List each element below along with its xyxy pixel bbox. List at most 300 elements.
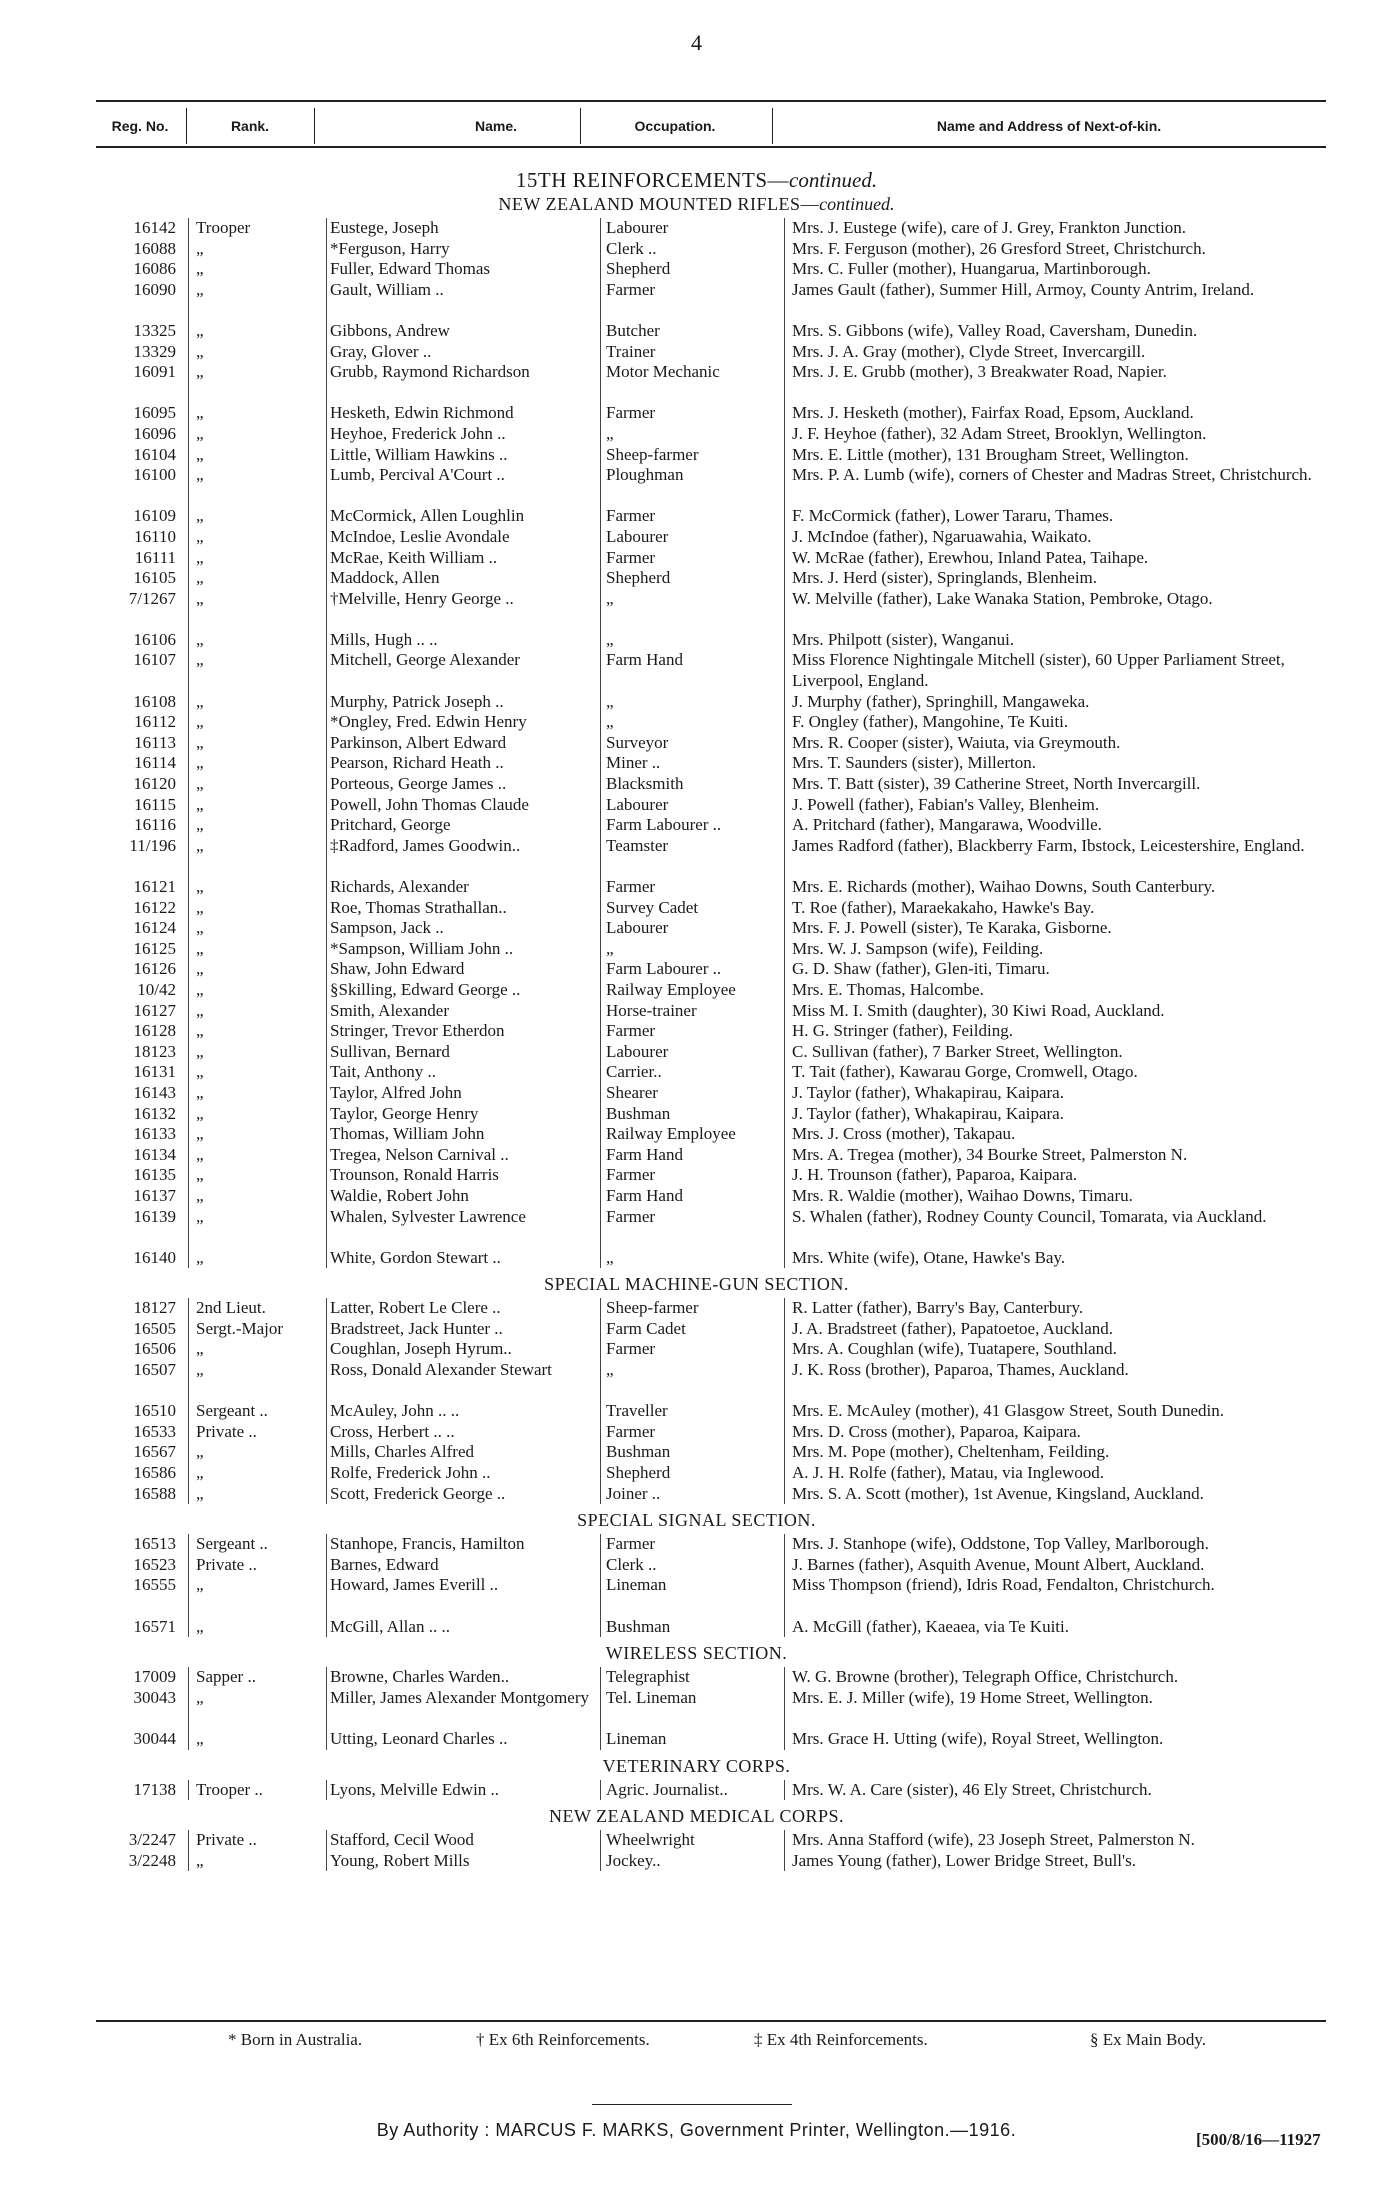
occupation: Farmer bbox=[606, 506, 656, 526]
column-divider bbox=[326, 795, 327, 816]
column-divider bbox=[784, 1442, 785, 1463]
section-title-text: VETERINARY CORPS. bbox=[602, 1755, 791, 1776]
roll-entry bbox=[0, 1851, 1393, 1872]
roll-entry bbox=[0, 918, 1393, 939]
column-divider bbox=[188, 1442, 189, 1463]
reg-number: 16588 bbox=[133, 1483, 176, 1503]
roll-entry bbox=[0, 1617, 1393, 1638]
footnote-rule bbox=[96, 2020, 1326, 2022]
soldier-name: Taylor, George Henry bbox=[330, 1103, 479, 1123]
occupation: Ploughman bbox=[606, 465, 684, 485]
roll-entry bbox=[0, 836, 1393, 877]
next-of-kin: Mrs. Grace H. Utting (wife), Royal Street, Wellington. bbox=[792, 1728, 1164, 1748]
column-divider bbox=[188, 1145, 189, 1166]
column-divider bbox=[326, 1248, 327, 1269]
roll-entry bbox=[0, 774, 1393, 795]
column-divider bbox=[784, 1617, 785, 1638]
occupation: Survey Cadet bbox=[606, 897, 699, 917]
column-divider bbox=[326, 1001, 327, 1022]
roll-entry bbox=[0, 1442, 1393, 1463]
column-divider bbox=[188, 342, 189, 363]
column-divider bbox=[326, 1339, 327, 1360]
soldier-name: Browne, Charles Warden.. bbox=[330, 1667, 510, 1687]
soldier-name: Gray, Glover .. bbox=[330, 341, 432, 361]
next-of-kin: R. Latter (father), Barry's Bay, Canterbury. bbox=[792, 1298, 1084, 1318]
rank: „ bbox=[196, 279, 204, 299]
column-divider bbox=[188, 650, 189, 691]
authority-line: By Authority : MARCUS F. MARKS, Government Printer, Wellington.—1916. bbox=[376, 2120, 1017, 2140]
column-divider bbox=[326, 1124, 327, 1145]
column-divider bbox=[326, 774, 327, 795]
rank: 2nd Lieut. bbox=[196, 1298, 266, 1318]
next-of-kin: Mrs. J. A. Gray (mother), Clyde Street, Invercargill. bbox=[792, 341, 1146, 361]
column-header-next-of-kin: Name and Address of Next-of-kin. bbox=[936, 118, 1162, 134]
column-divider bbox=[784, 1298, 785, 1319]
column-divider bbox=[326, 445, 327, 466]
rank: „ bbox=[196, 1339, 204, 1359]
column-divider bbox=[600, 1083, 601, 1104]
column-divider bbox=[784, 1688, 785, 1729]
column-divider bbox=[326, 1186, 327, 1207]
rank: „ bbox=[196, 526, 204, 546]
occupation: Trainer bbox=[606, 341, 656, 361]
next-of-kin: Mrs. J. Herd (sister), Springlands, Blenheim. bbox=[792, 568, 1098, 588]
roll-entry bbox=[0, 712, 1393, 733]
column-divider bbox=[188, 1248, 189, 1269]
column-divider bbox=[188, 1484, 189, 1505]
column-divider bbox=[600, 1145, 601, 1166]
reg-number: 16110 bbox=[134, 526, 176, 546]
roll-entry bbox=[0, 1688, 1393, 1729]
next-of-kin: J. McIndoe (father), Ngaruawahia, Waikato. bbox=[792, 526, 1092, 546]
column-divider bbox=[326, 1729, 327, 1750]
column-divider bbox=[188, 753, 189, 774]
column-divider bbox=[326, 1688, 327, 1729]
occupation: „ bbox=[606, 938, 614, 958]
column-divider bbox=[326, 1484, 327, 1505]
column-divider bbox=[600, 218, 601, 239]
column-divider bbox=[600, 589, 601, 630]
reg-number: 16139 bbox=[133, 1206, 176, 1226]
next-of-kin: Mrs. E. J. Miller (wife), 19 Home Street, Wellington. bbox=[792, 1687, 1153, 1707]
reg-number: 16128 bbox=[133, 1021, 176, 1041]
soldier-name: Porteous, George James .. bbox=[330, 774, 507, 794]
reg-number: 16106 bbox=[133, 629, 176, 649]
roll-entry bbox=[0, 506, 1393, 527]
column-divider bbox=[600, 1667, 601, 1688]
soldier-name: McAuley, John .. .. bbox=[330, 1401, 460, 1421]
next-of-kin: Mrs. T. Saunders (sister), Millerton. bbox=[792, 753, 1036, 773]
column-divider bbox=[326, 1617, 327, 1638]
column-divider bbox=[600, 733, 601, 754]
rank: „ bbox=[196, 1000, 204, 1020]
column-divider bbox=[314, 108, 315, 144]
reg-number: 16142 bbox=[133, 218, 176, 237]
column-divider bbox=[784, 959, 785, 980]
reg-number: 16505 bbox=[133, 1318, 176, 1338]
reg-number: 16113 bbox=[134, 732, 176, 752]
column-divider bbox=[188, 1617, 189, 1638]
column-divider bbox=[188, 630, 189, 651]
reg-number: 17138 bbox=[133, 1779, 176, 1799]
roll-entry bbox=[0, 589, 1393, 630]
occupation: Farm Hand bbox=[606, 1144, 683, 1164]
page-number: 4 bbox=[691, 30, 702, 55]
rank: Trooper bbox=[196, 218, 251, 237]
column-divider bbox=[600, 1360, 601, 1401]
section-title-text: NEW ZEALAND MEDICAL CORPS. bbox=[549, 1806, 844, 1827]
column-header-rank: Rank. bbox=[230, 118, 270, 134]
column-header-name: Name. bbox=[474, 118, 518, 134]
column-divider bbox=[784, 836, 785, 877]
reg-number: 16112 bbox=[134, 712, 176, 732]
column-divider bbox=[188, 1534, 189, 1555]
rank: „ bbox=[196, 444, 204, 464]
column-divider bbox=[326, 1319, 327, 1340]
roll-entry bbox=[0, 815, 1393, 836]
column-divider bbox=[784, 1463, 785, 1484]
column-divider bbox=[188, 898, 189, 919]
column-divider bbox=[784, 1401, 785, 1422]
occupation: Farm Cadet bbox=[606, 1318, 686, 1338]
column-divider bbox=[600, 1104, 601, 1125]
column-divider bbox=[784, 548, 785, 569]
column-divider bbox=[326, 918, 327, 939]
next-of-kin: C. Sullivan (father), 7 Barker Street, Wellington. bbox=[792, 1041, 1123, 1061]
soldier-name: §Skilling, Edward George .. bbox=[330, 979, 521, 999]
column-divider bbox=[326, 939, 327, 960]
column-divider bbox=[188, 1360, 189, 1401]
column-divider bbox=[326, 218, 327, 239]
roll-entry bbox=[0, 1186, 1393, 1207]
column-divider bbox=[326, 321, 327, 342]
column-divider bbox=[326, 1104, 327, 1125]
column-divider bbox=[600, 1575, 601, 1616]
column-divider bbox=[326, 1422, 327, 1443]
reg-number: 16135 bbox=[133, 1165, 176, 1185]
rank: „ bbox=[196, 732, 204, 752]
roll-entry bbox=[0, 280, 1393, 321]
column-divider bbox=[784, 1339, 785, 1360]
rank: „ bbox=[196, 938, 204, 958]
next-of-kin: Miss Florence Nightingale Mitchell (sister), 60 Upper Parliament Street, Liverpool, England. bbox=[792, 650, 1285, 691]
rank: „ bbox=[196, 650, 204, 670]
rank: „ bbox=[196, 1062, 204, 1082]
column-divider bbox=[326, 1534, 327, 1555]
section-title-continued: continued. bbox=[789, 168, 878, 192]
rank: „ bbox=[196, 588, 204, 608]
roll-content bbox=[0, 168, 1393, 1871]
next-of-kin: T. Tait (father), Kawarau Gorge, Cromwell, Otago. bbox=[792, 1062, 1138, 1082]
column-divider bbox=[600, 1186, 601, 1207]
next-of-kin: W. Melville (father), Lake Wanaka Station, Pembroke, Otago. bbox=[792, 588, 1213, 608]
column-divider bbox=[784, 1186, 785, 1207]
column-divider bbox=[188, 1104, 189, 1125]
column-divider bbox=[600, 403, 601, 424]
soldier-name: Scott, Frederick George .. bbox=[330, 1483, 506, 1503]
rank: „ bbox=[196, 238, 204, 258]
column-divider bbox=[600, 774, 601, 795]
column-divider bbox=[188, 939, 189, 960]
next-of-kin: J. Murphy (father), Springhill, Mangaweka. bbox=[792, 691, 1090, 711]
next-of-kin: Mrs. E. Thomas, Halcombe. bbox=[792, 979, 984, 999]
rank: „ bbox=[196, 1165, 204, 1185]
reg-number: 16115 bbox=[134, 794, 176, 814]
rank: Sergt.-Major bbox=[196, 1318, 284, 1338]
column-divider bbox=[600, 1851, 601, 1872]
occupation: Miner .. bbox=[606, 753, 661, 773]
next-of-kin: James Radford (father), Blackberry Farm, Ibstock, Leicestershire, England. bbox=[792, 835, 1305, 855]
column-divider bbox=[784, 445, 785, 466]
column-divider bbox=[600, 239, 601, 260]
roll-entry bbox=[0, 1207, 1393, 1248]
occupation: Butcher bbox=[606, 320, 660, 340]
column-divider bbox=[784, 753, 785, 774]
column-divider bbox=[188, 712, 189, 733]
rank: Trooper .. bbox=[196, 1779, 263, 1799]
rank: „ bbox=[196, 877, 204, 896]
roll-entry bbox=[0, 548, 1393, 569]
column-divider bbox=[188, 877, 189, 898]
column-divider bbox=[784, 239, 785, 260]
next-of-kin: Miss M. I. Smith (daughter), 30 Kiwi Road, Auckland. bbox=[792, 1000, 1165, 1020]
rank: „ bbox=[196, 897, 204, 917]
rank: „ bbox=[196, 568, 204, 588]
next-of-kin: W. McRae (father), Erewhou, Inland Patea, Taihape. bbox=[792, 547, 1149, 567]
reg-number: 16125 bbox=[133, 938, 176, 958]
roll-entry bbox=[0, 1083, 1393, 1104]
rank: „ bbox=[196, 320, 204, 340]
occupation: Farmer bbox=[606, 1534, 656, 1554]
soldier-name: Waldie, Robert John bbox=[330, 1185, 469, 1205]
column-divider bbox=[188, 1165, 189, 1186]
soldier-name: Ross, Donald Alexander Stewart bbox=[330, 1360, 552, 1380]
column-divider bbox=[784, 918, 785, 939]
soldier-name: Fuller, Edward Thomas bbox=[330, 259, 491, 279]
occupation: Lineman bbox=[606, 1728, 667, 1748]
reg-number: 16104 bbox=[133, 444, 176, 464]
column-divider bbox=[326, 280, 327, 321]
occupation: Blacksmith bbox=[606, 774, 684, 794]
soldier-name: Tregea, Nelson Carnival .. bbox=[330, 1144, 509, 1164]
roll-entry bbox=[0, 1830, 1393, 1851]
reg-number: 3/2248 bbox=[128, 1850, 176, 1870]
rank: „ bbox=[196, 1483, 204, 1503]
occupation: „ bbox=[606, 588, 614, 608]
soldier-name: Heyhoe, Frederick John .. bbox=[330, 423, 506, 443]
next-of-kin: J. A. Bradstreet (father), Papatoetoe, Auckland. bbox=[792, 1318, 1114, 1338]
column-divider bbox=[188, 836, 189, 877]
column-divider bbox=[600, 1422, 601, 1443]
column-divider bbox=[326, 1442, 327, 1463]
footnotes bbox=[0, 2030, 1393, 2054]
soldier-name: Gault, William .. bbox=[330, 279, 444, 299]
reg-number: 16137 bbox=[133, 1185, 176, 1205]
reg-number: 11/196 bbox=[129, 835, 176, 855]
roll-entry bbox=[0, 1729, 1393, 1750]
soldier-name: Lyons, Melville Edwin .. bbox=[330, 1779, 500, 1799]
column-divider bbox=[600, 1248, 601, 1269]
rank: „ bbox=[196, 506, 204, 526]
soldier-name: White, Gordon Stewart .. bbox=[330, 1247, 501, 1267]
rank: „ bbox=[196, 259, 204, 279]
next-of-kin: Mrs. S. A. Scott (mother), 1st Avenue, Kingsland, Auckland. bbox=[792, 1483, 1204, 1503]
column-divider bbox=[784, 1555, 785, 1576]
roll-entry bbox=[0, 1360, 1393, 1401]
soldier-name: Bradstreet, Jack Hunter .. bbox=[330, 1318, 503, 1338]
roll-entry bbox=[0, 1422, 1393, 1443]
occupation: Labourer bbox=[606, 918, 669, 938]
rank: Private .. bbox=[196, 1830, 257, 1850]
column-divider bbox=[600, 548, 601, 569]
soldier-name: Coughlan, Joseph Hyrum.. bbox=[330, 1339, 512, 1359]
column-divider bbox=[600, 1401, 601, 1422]
roll-entry bbox=[0, 424, 1393, 445]
next-of-kin: Miss Thompson (friend), Idris Road, Fendalton, Christchurch. bbox=[792, 1575, 1215, 1595]
column-divider bbox=[188, 259, 189, 280]
reg-number: 16108 bbox=[133, 691, 176, 711]
occupation: Bushman bbox=[606, 1616, 671, 1636]
next-of-kin: Mrs. T. Batt (sister), 39 Catherine Street, North Invercargill. bbox=[792, 774, 1201, 794]
column-divider bbox=[600, 650, 601, 691]
next-of-kin: Mrs. E. McAuley (mother), 41 Glasgow Street, South Dunedin. bbox=[792, 1401, 1225, 1421]
column-divider bbox=[784, 1062, 785, 1083]
column-divider bbox=[188, 1319, 189, 1340]
roll-entry bbox=[0, 980, 1393, 1001]
rank: Private .. bbox=[196, 1421, 257, 1441]
column-header-row bbox=[96, 108, 1326, 144]
column-divider bbox=[326, 548, 327, 569]
column-divider bbox=[326, 465, 327, 506]
roll-entry bbox=[0, 445, 1393, 466]
column-divider bbox=[600, 1688, 601, 1729]
column-divider bbox=[784, 877, 785, 898]
section-title bbox=[0, 1643, 1393, 1667]
roll-entry bbox=[0, 1001, 1393, 1022]
column-divider bbox=[326, 836, 327, 877]
column-header-reg: Reg. No. bbox=[111, 118, 169, 134]
reg-number: 16116 bbox=[134, 815, 176, 835]
column-divider bbox=[600, 506, 601, 527]
next-of-kin: Mrs. J. Stanhope (wife), Oddstone, Top Valley, Marlborough. bbox=[792, 1534, 1209, 1554]
occupation: Surveyor bbox=[606, 732, 669, 752]
column-divider bbox=[188, 506, 189, 527]
rank: „ bbox=[196, 1103, 204, 1123]
next-of-kin: A. McGill (father), Kaeaea, via Te Kuiti. bbox=[792, 1616, 1069, 1636]
roll-entry bbox=[0, 527, 1393, 548]
column-divider bbox=[784, 1083, 785, 1104]
column-divider bbox=[600, 1534, 601, 1555]
section-title-continued: continued. bbox=[819, 194, 895, 214]
section-title-text: WIRELESS SECTION. bbox=[605, 1643, 788, 1664]
rank: „ bbox=[196, 1442, 204, 1462]
soldier-name: Shaw, John Edward bbox=[330, 959, 465, 979]
column-divider bbox=[188, 1186, 189, 1207]
column-divider bbox=[784, 589, 785, 630]
column-divider bbox=[188, 548, 189, 569]
column-divider bbox=[600, 1021, 601, 1042]
reg-number: 18123 bbox=[133, 1041, 176, 1061]
column-divider bbox=[600, 712, 601, 733]
column-divider bbox=[784, 1165, 785, 1186]
occupation: Farmer bbox=[606, 1206, 656, 1226]
column-divider bbox=[326, 1555, 327, 1576]
soldier-name: McGill, Allan .. .. bbox=[330, 1616, 450, 1636]
column-divider bbox=[326, 1575, 327, 1616]
next-of-kin: H. G. Stringer (father), Feilding. bbox=[792, 1021, 1013, 1041]
rank: „ bbox=[196, 979, 204, 999]
next-of-kin: Mrs. White (wife), Otane, Hawke's Bay. bbox=[792, 1247, 1066, 1267]
column-divider bbox=[784, 424, 785, 445]
column-header-occupation: Occupation. bbox=[634, 118, 716, 134]
column-divider bbox=[326, 692, 327, 713]
soldier-name: Miller, James Alexander Montgomery bbox=[330, 1687, 589, 1707]
column-divider bbox=[784, 1001, 785, 1022]
soldier-name: Whalen, Sylvester Lawrence bbox=[330, 1206, 526, 1226]
column-divider bbox=[188, 1021, 189, 1042]
column-divider bbox=[784, 342, 785, 363]
next-of-kin: Mrs. S. Gibbons (wife), Valley Road, Caversham, Dunedin. bbox=[792, 320, 1198, 340]
reg-number: 16510 bbox=[133, 1401, 176, 1421]
next-of-kin: F. McCormick (father), Lower Tararu, Thames. bbox=[792, 506, 1114, 526]
occupation: Farmer bbox=[606, 877, 656, 896]
authority-rule bbox=[592, 2104, 792, 2105]
column-divider bbox=[188, 1729, 189, 1750]
column-divider bbox=[326, 1780, 327, 1801]
column-divider bbox=[600, 1617, 601, 1638]
column-divider bbox=[326, 239, 327, 260]
soldier-name: Thomas, William John bbox=[330, 1124, 485, 1144]
reg-number: 13325 bbox=[133, 320, 176, 340]
reg-number: 16105 bbox=[133, 568, 176, 588]
reg-number: 16523 bbox=[133, 1554, 176, 1574]
column-divider bbox=[188, 445, 189, 466]
column-divider bbox=[326, 342, 327, 363]
reg-number: 16507 bbox=[133, 1360, 176, 1380]
occupation: Labourer bbox=[606, 1041, 669, 1061]
soldier-name: Mills, Charles Alfred bbox=[330, 1442, 475, 1462]
next-of-kin: J. H. Trounson (father), Paparoa, Kaipara. bbox=[792, 1165, 1078, 1185]
column-divider bbox=[600, 568, 601, 589]
roll-entry bbox=[0, 259, 1393, 280]
soldier-name: *Ferguson, Harry bbox=[330, 238, 450, 258]
column-divider bbox=[784, 280, 785, 321]
occupation: Farmer bbox=[606, 547, 656, 567]
column-divider bbox=[326, 1021, 327, 1042]
rank: „ bbox=[196, 1850, 204, 1870]
occupation: Traveller bbox=[606, 1401, 668, 1421]
column-divider bbox=[600, 1001, 601, 1022]
column-divider bbox=[600, 918, 601, 939]
next-of-kin: Mrs. Anna Stafford (wife), 23 Joseph Street, Palmerston N. bbox=[792, 1830, 1195, 1850]
roll-entry bbox=[0, 1248, 1393, 1269]
column-divider bbox=[326, 403, 327, 424]
column-divider bbox=[326, 1360, 327, 1401]
column-divider bbox=[326, 1851, 327, 1872]
occupation: Sheep-farmer bbox=[606, 444, 699, 464]
rank: „ bbox=[196, 712, 204, 732]
column-divider bbox=[188, 362, 189, 403]
column-divider bbox=[188, 980, 189, 1001]
roll-entry bbox=[0, 321, 1393, 342]
footnote-ex-4th: ‡ Ex 4th Reinforcements. bbox=[754, 2030, 928, 2049]
roll-entry bbox=[0, 568, 1393, 589]
column-divider bbox=[188, 1124, 189, 1145]
column-divider bbox=[326, 1062, 327, 1083]
occupation: Teamster bbox=[606, 835, 669, 855]
column-divider bbox=[600, 1555, 601, 1576]
column-divider bbox=[326, 1083, 327, 1104]
